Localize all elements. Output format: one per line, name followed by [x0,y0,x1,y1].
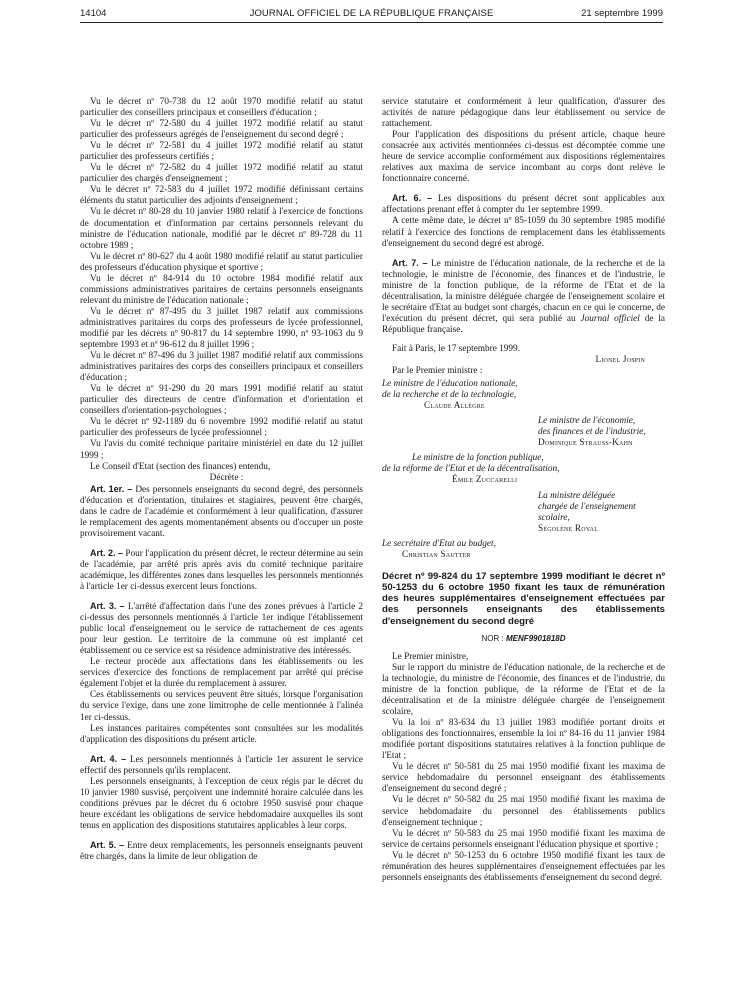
article-label: Art. 2. – [90,547,124,558]
decrete-heading: Décrète : [209,472,244,483]
article-3-paragraph: Ces établissements ou services peuvent être situés, lorsque l'organisation du service l'exige, dans une zone limitrophe de celle mentionnée à l'alinéa 1er ci-dessus. [80,690,363,723]
article-text: Entre deux remplacements, les personnels enseignants peuvent être chargés, dans la limite de leur obligation de [80,841,363,863]
signature-title: de la recherche et de la technologie, [382,390,517,401]
signature-title: Le ministre de l'éducation nationale, [382,379,518,390]
visa-paragraph: Sur le rapport du ministre de l'éducation nationale, de la recherche et de la technologie, du ministre de l'économie, des finances et de l'industrie, du ministre de la fonction publique, de la réforme de l'Etat et de la décentralisation et de la ministre déléguée chargée de l'enseignement scolaire, [382,662,665,718]
by-prime-minister: Par le Premier ministre : [392,366,483,377]
signature-title: Le ministre de l'économie, [538,416,636,427]
article-3-paragraph: Le recteur procède aux affectations dans les établissements ou les services d'exercice des fonctions de remplacement par arrêté qui précise également l'objet et la durée du remplacement à assurer. [80,657,363,690]
signature-block-budget [382,539,665,561]
article-1 [80,484,363,540]
article-4-paragraph: Les personnels enseignants, à l'exception de ceux régis par le décret du 10 janvier 1980 susvisé, perçoivent une indemnité horaire calculée dans les conditions prévues par le décret du 6 octobre 1950 susvisé pour chaque heure excédant les obligations de service hebdomadaire auxquelles ils sont tenus en application des dispositions statutaires applicables à leur corps. [80,776,363,831]
article-text: Les dispositions du présent décret sont applicables aux affectations prenant effet à compter du 1er septembre 1999. [382,194,665,216]
visa-paragraph: Le Conseil d'Etat (section des finances) entendu, [90,461,271,472]
article-text: de la République française. [382,313,665,335]
visa-paragraph: Vu le décret nº 92-1189 du 6 novembre 1992 modifié relatif au statut particulier des professeurs de lycée professionnel ; [80,417,363,439]
signature-name: Claude Allègre [424,401,485,412]
visa-paragraph: Vu le décret nº 87-495 du 3 juillet 1987 relatif aux commissions administratives paritaires du corps des professeurs de lycée professionnel, modifié par les décrets nº 90-817 du 14 septembre 1990, nº 93-1063 du 9 septembre 1993 et nº 96-612 du 8 juillet 1996 ; [80,306,363,351]
visa-paragraph: Vu le décret nº 50-581 du 25 mai 1950 modifié fixant les maxima de service hebdomadaire du personnel enseignant des établissements d'enseignement du second degré ; [382,762,665,795]
page-number: 14104 [80,8,107,19]
visa-paragraph: Vu l'avis du comité technique paritaire ministériel en date du 12 juillet 1999 ; [80,439,363,461]
article-label: Art. 6. – [392,193,433,204]
signature-title: des finances et de l'industrie, [538,427,646,438]
page-header [80,8,663,22]
signature-block-public-service [382,453,665,486]
article-5-continued: service statutaire et conformément à leur qualification, d'assurer des activités de nature pédagogique dans leur établissement ou service de rattachement. [382,97,665,130]
article-3 [80,601,363,657]
journal-title: JOURNAL OFFICIEL DE LA RÉPUBLIQUE FRANÇAISE [249,8,494,19]
article-4 [80,754,363,777]
article-3-paragraph: Les instances paritaires compétentes sont consultées sur les modalités d'application des dispositions du présent article. [80,723,363,745]
visa-paragraph: Vu le décret nº 84-914 du 10 octobre 1984 modifié relatif aux commissions administratives paritaires de certains personnels enseignants relevant du ministre de l'éducation nationale ; [80,273,363,306]
signature-block-school [382,491,665,535]
signature-title: La ministre déléguée [538,490,616,501]
premier-ministre: Le Premier ministre, [392,651,469,662]
visa-paragraph: Vu le décret nº 80-627 du 4 août 1980 modifié relatif au statut particulier des professeurs d'éducation physique et sportive ; [80,251,363,273]
signature-title: de la réforme de l'Etat et de la décentralisation, [382,464,560,475]
nor-label: NOR : [481,633,504,643]
article-text: L'arrêté d'affectation dans l'une des zones prévues à l'article 2 ci-dessus des personnels mentionnés à l'article 1er indique l'établissement public local d'enseignement ou le service de rattachement de ces agents pour leur gestion. Le territoire de la commune où est implanté cet établissement ou ce service est sa résidence administrative des intéressés. [80,602,364,657]
visa-paragraph: Vu le décret nº 50-582 du 25 mai 1950 modifié fixant les maxima de service hebdomadaire du personnel des établissements publics d'enseignement technique ; [382,795,665,828]
article-text: Les personnels mentionnés à l'article 1er assurent le service effectif des personnels qu'ils remplacent. [80,754,363,776]
visa-paragraph: Vu la loi nº 83-634 du 13 juillet 1983 modifiée portant droits et obligations des fonctionnaires, ensemble la loi nº 84-16 du 11 janvier 1984 modifiée portant dispositions statutaires relatives à la fonction publique de l'Etat ; [382,718,665,762]
article-label: Art. 5. – [90,840,125,850]
visa-paragraph: Vu le décret nº 72-582 du 4 juillet 1972 modifié relatif au statut particulier des chargés d'enseignement ; [80,163,363,185]
signature-title: chargée de l'enseignement scolaire, [538,501,636,523]
done-at: Fait à Paris, le 17 septembre 1999. [392,343,520,354]
visa-paragraph: Vu le décret nº 91-290 du 20 mars 1991 modifié relatif au statut particulier des directeurs de centre d'information et d'orientation et conseillers d'orientation-psychologues ; [80,384,363,417]
signer-prime-minister: Lionel Jospin [595,354,645,365]
visa-paragraph: Vu le décret nº 72-580 du 4 juillet 1972 modifié relatif au statut particulier des professeurs agrégés de l'enseignement du second degré ; [80,119,363,141]
visa-paragraph: Vu le décret nº 70-738 du 12 août 1970 modifié relatif au statut particulier des conseillers principaux et conseillers d'éducation ; [80,97,363,119]
article-2 [80,548,363,593]
signature-name: Christian Sautter [402,549,471,560]
visa-paragraph: Vu le décret nº 50-583 du 25 mai 1950 modifié fixant les maxima de service de certains personnels enseignant l'éducation physique et sportive ; [382,828,665,850]
article-7 [382,258,665,336]
signature-title: Le ministre de la fonction publique, [412,453,544,464]
article-5-paragraph: Pour l'application des dispositions du présent article, chaque heure consacrée aux activités mentionnées ci-dessus est décomptée comme une heure de service accomplie conformément aux dispositions réglementaires relatives aux maxima de service incombant au corps dont relève le fonctionnaire concerné. [382,130,665,185]
article-5 [80,840,363,863]
visa-paragraph: Vu le décret nº 80-28 du 10 janvier 1980 relatif à l'exercice de fonctions de documentation et d'information par certains personnels relevant du ministre de l'éducation nationale, modifié par le décret nº 89-728 du 11 octobre 1989 ; [80,207,363,251]
journal-name: Journal officiel [580,313,640,324]
article-text: Pour l'application du présent décret, le recteur détermine au sein de l'académie, par arrêté pris après avis du comité technique paritaire académique, les différentes zones dans lesquelles les personnels mentionnés à l'article 1er ci-dessus exercent leurs fonctions. [80,548,364,593]
issue-date: 21 septembre 1999 [581,8,663,19]
article-label: Art. 1er. – [90,483,133,494]
article-6-paragraph: A cette même date, le décret nº 85-1059 du 30 septembre 1985 modifié relatif à l'exercice des fonctions de remplacement dans les établissements d'enseignement du second degré est abrogé. [382,216,665,249]
signature-name: Dominique Strauss-Kahn [538,438,633,449]
article-label: Art. 3. – [90,601,125,612]
decree-title: Décret nº 99-824 du 17 septembre 1999 modifiant le décret nº 50-1253 du 6 octobre 1950 fixant les taux de rémunération des heures supplémentaires d'enseignement effectuées par des personnels enseignants des établissements d'enseignement du second degré [382,570,665,627]
signature-block-education [382,379,665,412]
article-text: Le ministre de l'éducation nationale, de la recherche et de la technologie, le ministre de l'économie, des finances et de l'industrie, le ministre de la fonction publique, de la réforme de l'Etat et de la décentralisation, la ministre déléguée chargée de l'enseignement scolaire et le secrétaire d'Etat au budget sont chargés, chacun en ce qui le concerne, de l'exécution du présent décret, qui sera publié au [382,258,666,324]
left-column [80,97,363,863]
header-rule [80,22,663,23]
visa-paragraph: Vu le décret nº 87-496 du 3 juillet 1987 modifié relatif aux commissions administratives paritaires des corps des conseillers principaux et conseillers d'éducation ; [80,351,363,384]
article-6 [382,193,665,216]
signature-name: Émile Zuccarelli [452,475,518,486]
signature-block-economy [382,416,665,449]
article-text: Des personnels enseignants du second degré, des personnels d'éducation et d'orientation, titulaires et stagiaires, peuvent être chargés, dans le cadre de l'académie et conformément à leur qualification, d'assurer le remplacement des agents momentanément absents ou d'occuper un poste provisoirement vacant. [80,484,363,539]
article-label: Art. 4. – [90,753,127,764]
article-label: Art. 7. – [392,257,428,268]
visa-paragraph: Vu le décret nº 50-1253 du 6 octobre 1950 modifié fixant les taux de rémunération des heures supplémentaires d'enseignement effectuées par les personnels enseignants des établissements d'enseignement du second degré. [382,850,665,883]
visa-paragraph: Vu le décret nº 72-583 du 4 juillet 1972 modifié définissant certains éléments du statut particulier des adjoints d'enseignement ; [80,185,363,207]
signature-name: Ségolène Royal [538,523,599,534]
signature-title: Le secrétaire d'Etat au budget, [382,538,496,549]
nor-value: MENF9901818D [505,633,566,643]
right-column [382,97,665,884]
visa-paragraph: Vu le décret nº 72-581 du 4 juillet 1972 modifié relatif au statut particulier des professeurs certifiés ; [80,141,363,163]
nor-reference [382,633,665,644]
